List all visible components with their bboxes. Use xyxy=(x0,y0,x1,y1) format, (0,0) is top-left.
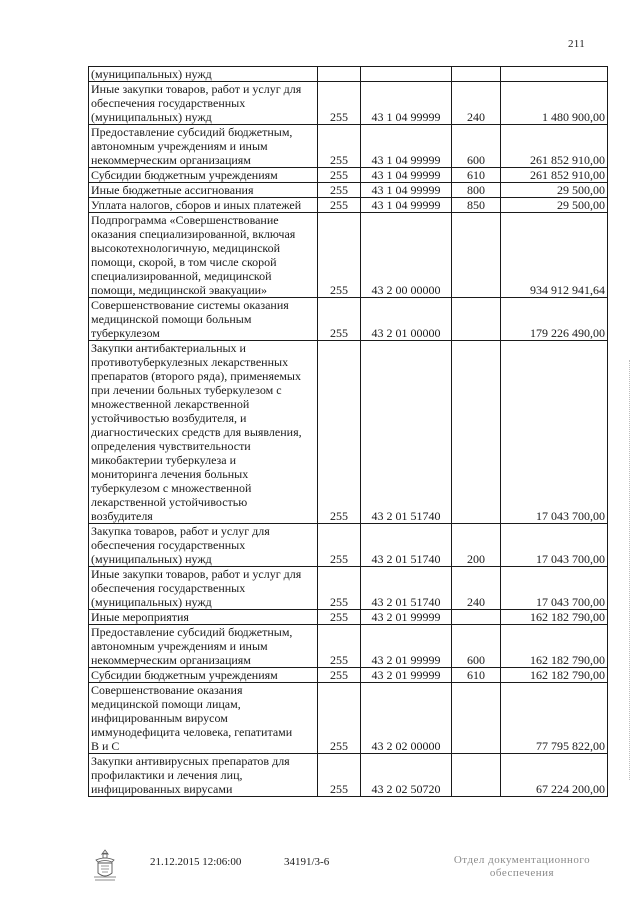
cell-target-article: 43 1 04 99999 xyxy=(361,198,452,213)
cell-target-article: 43 2 01 51740 xyxy=(361,524,452,567)
cell-amount xyxy=(501,67,608,82)
row-description: Закупки антивирусных препаратов для профилактики и лечения лиц, инфицированных вирусами xyxy=(91,754,290,796)
cell-ved-code: 255 xyxy=(318,168,361,183)
cell-target-article xyxy=(361,67,452,82)
cell-ved-code: 255 xyxy=(318,183,361,198)
department-stamp xyxy=(446,854,598,880)
table-row xyxy=(89,524,608,567)
cell-name xyxy=(89,567,318,610)
table-body xyxy=(89,67,608,797)
stamp-line-2: обеспечения xyxy=(489,867,555,879)
cell-amount: 17 043 700,00 xyxy=(501,524,608,567)
cell-amount: 261 852 910,00 xyxy=(501,125,608,168)
row-description: Субсидии бюджетным учреждениям xyxy=(91,668,278,682)
cell-ved-code: 255 xyxy=(318,567,361,610)
cell-amount: 29 500,00 xyxy=(501,198,608,213)
table-row xyxy=(89,67,608,82)
cell-amount: 17 043 700,00 xyxy=(501,567,608,610)
stamp-line-1: Отдел документационного xyxy=(453,854,591,866)
table-row xyxy=(89,668,608,683)
cell-expense-type xyxy=(452,610,501,625)
cell-ved-code: 255 xyxy=(318,754,361,797)
table-row xyxy=(89,683,608,754)
cell-name xyxy=(89,625,318,668)
row-description: Уплата налогов, сборов и иных платежей xyxy=(91,198,302,212)
cell-target-article: 43 2 01 99999 xyxy=(361,610,452,625)
cell-amount: 17 043 700,00 xyxy=(501,341,608,524)
table-row xyxy=(89,567,608,610)
cell-name xyxy=(89,610,318,625)
cell-name xyxy=(89,213,318,298)
table-row xyxy=(89,610,608,625)
table-row xyxy=(89,341,608,524)
row-description: Закупка товаров, работ и услуг для обеспечения государственных (муниципальных) нужд xyxy=(91,524,270,566)
row-description: Закупки антибактериальных и противотуберкулезных лекарственных препаратов (второго ряда), применяемых при лечении больных туберкулезом с множественной лекарственной устойчивостью возбудителя, и диагностических средств для выявления, определения чувствительности микобактерии туберкулеза и мониторинга лечения больных туберкулезом с множественной лекарственной устойчивостью возбудителя xyxy=(91,341,302,523)
coat-of-arms-emblem xyxy=(92,848,118,882)
cell-expense-type: 600 xyxy=(452,625,501,668)
table-row xyxy=(89,82,608,125)
row-description: Подпрограмма «Совершенствование оказания специализированной, включая высокотехнологичную, медицинской помощи, скорой, в том числе скорой специализированной, медицинской помощи, медицинской эвакуации» xyxy=(91,213,296,297)
row-description: Предоставление субсидий бюджетным, автономным учреждениям и иным некоммерческим организациям xyxy=(91,625,293,667)
row-description: Иные закупки товаров, работ и услуг для обеспечения государственных (муниципальных) нужд xyxy=(91,82,302,124)
cell-name xyxy=(89,198,318,213)
cell-expense-type xyxy=(452,67,501,82)
cell-name xyxy=(89,524,318,567)
table-row xyxy=(89,125,608,168)
cell-target-article: 43 1 04 99999 xyxy=(361,168,452,183)
cell-ved-code: 255 xyxy=(318,610,361,625)
table-row xyxy=(89,198,608,213)
cell-name xyxy=(89,754,318,797)
cell-name xyxy=(89,125,318,168)
cell-name xyxy=(89,67,318,82)
cell-expense-type: 200 xyxy=(452,524,501,567)
cell-expense-type: 610 xyxy=(452,168,501,183)
cell-target-article: 43 2 01 99999 xyxy=(361,668,452,683)
cell-expense-type xyxy=(452,213,501,298)
footer-datetime: 21.12.2015 12:06:00 xyxy=(150,856,242,868)
cell-ved-code: 255 xyxy=(318,524,361,567)
cell-ved-code: 255 xyxy=(318,82,361,125)
cell-target-article: 43 2 00 00000 xyxy=(361,213,452,298)
cell-ved-code: 255 xyxy=(318,683,361,754)
cell-target-article: 43 2 01 99999 xyxy=(361,625,452,668)
table-row xyxy=(89,168,608,183)
cell-amount: 261 852 910,00 xyxy=(501,168,608,183)
budget-table xyxy=(88,66,608,797)
row-description: Предоставление субсидий бюджетным, автономным учреждениям и иным некоммерческим организациям xyxy=(91,125,293,167)
cell-expense-type: 610 xyxy=(452,668,501,683)
cell-target-article: 43 2 01 51740 xyxy=(361,341,452,524)
cell-ved-code: 255 xyxy=(318,125,361,168)
cell-target-article: 43 1 04 99999 xyxy=(361,82,452,125)
row-description: Совершенствование оказания медицинской помощи лицам, инфицированным вирусом иммунодефицита человека, гепатитами В и С xyxy=(91,683,293,753)
cell-target-article: 43 2 01 00000 xyxy=(361,298,452,341)
cell-expense-type xyxy=(452,754,501,797)
cell-name xyxy=(89,82,318,125)
cell-amount: 162 182 790,00 xyxy=(501,668,608,683)
table-row xyxy=(89,625,608,668)
cell-expense-type: 240 xyxy=(452,567,501,610)
cell-amount: 29 500,00 xyxy=(501,183,608,198)
cell-name xyxy=(89,168,318,183)
cell-target-article: 43 2 02 00000 xyxy=(361,683,452,754)
scan-edge-mark xyxy=(629,360,632,780)
cell-expense-type: 850 xyxy=(452,198,501,213)
cell-expense-type: 600 xyxy=(452,125,501,168)
cell-target-article: 43 2 01 51740 xyxy=(361,567,452,610)
cell-target-article: 43 1 04 99999 xyxy=(361,125,452,168)
row-description: Иные закупки товаров, работ и услуг для обеспечения государственных (муниципальных) нужд xyxy=(91,567,302,609)
cell-amount: 934 912 941,64 xyxy=(501,213,608,298)
table-row xyxy=(89,183,608,198)
cell-expense-type: 800 xyxy=(452,183,501,198)
cell-name xyxy=(89,683,318,754)
cell-ved-code: 255 xyxy=(318,341,361,524)
cell-amount: 67 224 200,00 xyxy=(501,754,608,797)
page-number: 211 xyxy=(568,38,585,50)
row-description: Иные бюджетные ассигнования xyxy=(91,183,254,197)
cell-amount: 179 226 490,00 xyxy=(501,298,608,341)
cell-ved-code xyxy=(318,67,361,82)
footer-doc-number: 34191/3-6 xyxy=(284,856,330,868)
cell-ved-code: 255 xyxy=(318,298,361,341)
row-description: Иные мероприятия xyxy=(91,610,189,624)
cell-name xyxy=(89,298,318,341)
cell-target-article: 43 1 04 99999 xyxy=(361,183,452,198)
cell-amount: 162 182 790,00 xyxy=(501,625,608,668)
cell-amount: 77 795 822,00 xyxy=(501,683,608,754)
cell-target-article: 43 2 02 50720 xyxy=(361,754,452,797)
cell-expense-type xyxy=(452,341,501,524)
cell-expense-type xyxy=(452,298,501,341)
row-description: (муниципальных) нужд xyxy=(91,67,212,81)
cell-amount: 162 182 790,00 xyxy=(501,610,608,625)
cell-ved-code: 255 xyxy=(318,668,361,683)
cell-ved-code: 255 xyxy=(318,198,361,213)
cell-name xyxy=(89,668,318,683)
table-row xyxy=(89,754,608,797)
cell-expense-type: 240 xyxy=(452,82,501,125)
cell-expense-type xyxy=(452,683,501,754)
row-description: Совершенствование системы оказания медицинской помощи больным туберкулезом xyxy=(91,298,289,340)
table-row xyxy=(89,298,608,341)
cell-ved-code: 255 xyxy=(318,625,361,668)
table-row xyxy=(89,213,608,298)
cell-name xyxy=(89,183,318,198)
row-description: Субсидии бюджетным учреждениям xyxy=(91,168,278,182)
cell-amount: 1 480 900,00 xyxy=(501,82,608,125)
cell-name xyxy=(89,341,318,524)
cell-ved-code: 255 xyxy=(318,213,361,298)
